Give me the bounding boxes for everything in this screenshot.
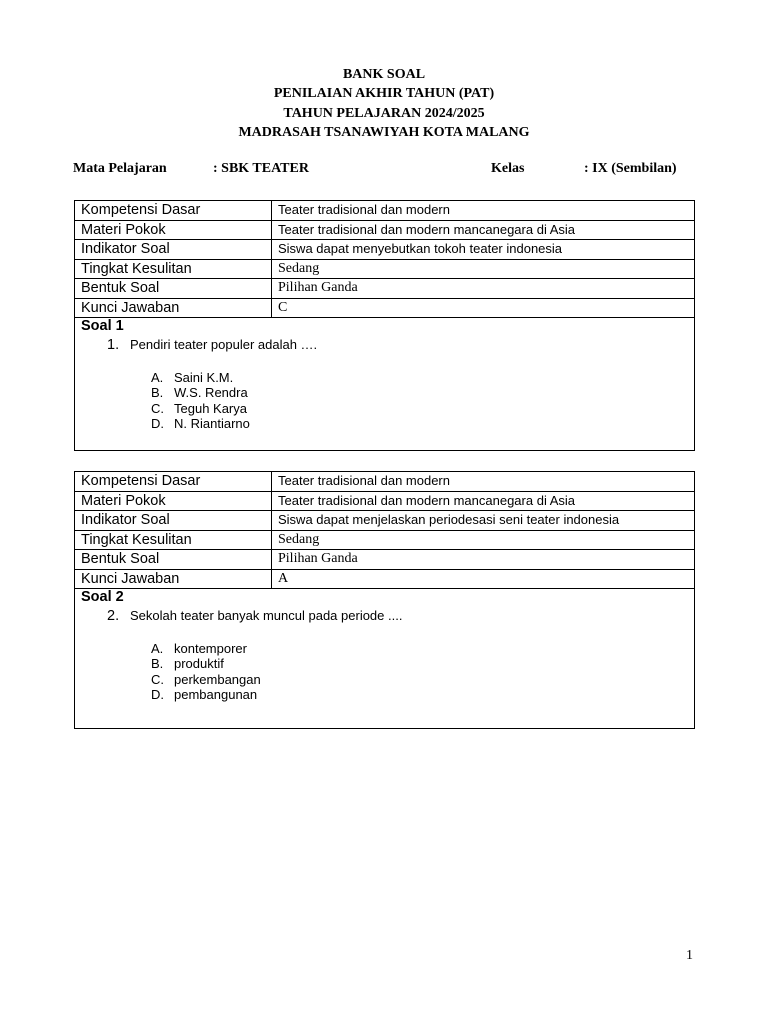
row-label: Kunci Jawaban <box>75 569 272 589</box>
row-value: Siswa dapat menjelaskan periodesasi seni teater indonesia <box>272 511 695 531</box>
list-item <box>151 385 688 400</box>
question-title: Soal 1 <box>81 318 124 334</box>
table-row <box>75 550 695 570</box>
row-label: Kompetensi Dasar <box>75 201 272 221</box>
question-number: 2. <box>107 608 120 624</box>
table-row <box>75 511 695 531</box>
header-title: BANK SOAL <box>342 67 426 82</box>
row-value: A <box>272 569 695 589</box>
row-value: Sedang <box>272 259 695 279</box>
table-row <box>75 298 695 318</box>
option-letter: A. <box>151 641 164 656</box>
list-item <box>151 401 688 416</box>
question-title: Soal 2 <box>81 589 124 605</box>
question-line <box>107 335 688 355</box>
option-text: N. Riantiarno <box>174 415 250 431</box>
list-item <box>151 641 688 656</box>
row-value: Pilihan Ganda <box>272 550 695 570</box>
answer-options <box>151 370 688 431</box>
row-value: Teater tradisional dan modern <box>272 201 695 221</box>
row-value: Siswa dapat menyebutkan tokoh teater indonesia <box>272 240 695 260</box>
question-text: Pendiri teater populer adalah …. <box>130 337 318 352</box>
header-school-name: MADRASAH TSANAWIYAH KOTA MALANG <box>238 124 530 140</box>
list-item <box>151 416 688 431</box>
question-cell <box>75 318 695 451</box>
option-letter: B. <box>151 656 164 672</box>
list-item <box>151 370 688 385</box>
row-value: Pilihan Ganda <box>272 279 695 299</box>
document-header <box>0 65 768 142</box>
question-table-1 <box>74 200 695 451</box>
row-label: Tingkat Kesulitan <box>75 259 272 279</box>
table-row <box>75 491 695 511</box>
row-label: Materi Pokok <box>75 491 272 511</box>
row-label: Materi Pokok <box>75 220 272 240</box>
option-text: perkembangan <box>174 671 261 687</box>
table-row <box>75 530 695 550</box>
table-row <box>75 201 695 221</box>
option-text: Saini K.M. <box>174 370 234 385</box>
subject-label: Mata Pelajaran <box>73 161 167 176</box>
table-row <box>75 279 695 299</box>
row-value: Teater tradisional dan modern mancanegara di Asia <box>272 491 695 511</box>
subject-value: : SBK TEATER <box>213 161 309 176</box>
table-row <box>75 240 695 260</box>
option-letter: B. <box>151 385 164 401</box>
question-row <box>75 589 695 729</box>
class-label: Kelas <box>491 161 525 176</box>
row-value: C <box>272 298 695 318</box>
question-row <box>75 318 695 451</box>
row-label: Indikator Soal <box>75 240 272 260</box>
row-value: Teater tradisional dan modern mancanegara di Asia <box>272 220 695 240</box>
row-value: Teater tradisional dan modern <box>272 472 695 492</box>
list-item <box>151 672 688 687</box>
row-label: Bentuk Soal <box>75 279 272 299</box>
list-item <box>151 656 688 671</box>
row-value: Sedang <box>272 530 695 550</box>
table-row <box>75 569 695 589</box>
question-text: Sekolah teater banyak muncul pada periode .... <box>130 608 403 623</box>
table-row <box>75 259 695 279</box>
table-row <box>75 220 695 240</box>
option-text: Teguh Karya <box>174 400 247 416</box>
question-line <box>107 606 688 626</box>
question-cell <box>75 589 695 729</box>
option-letter: A. <box>151 370 164 385</box>
row-label: Kompetensi Dasar <box>75 472 272 492</box>
option-letter: D. <box>151 415 164 431</box>
option-letter: C. <box>151 671 164 687</box>
table-row <box>75 472 695 492</box>
question-table-2 <box>74 471 695 729</box>
row-label: Indikator Soal <box>75 511 272 531</box>
option-letter: D. <box>151 686 164 702</box>
option-text: produktif <box>174 656 224 672</box>
answer-options <box>151 641 688 702</box>
option-letter: C. <box>151 400 164 416</box>
list-item <box>151 687 688 702</box>
row-label: Tingkat Kesulitan <box>75 530 272 550</box>
option-text: kontemporer <box>174 641 247 656</box>
option-text: W.S. Rendra <box>174 385 248 401</box>
option-text: pembangunan <box>174 686 258 702</box>
header-exam-name: PENILAIAN AKHIR TAHUN (PAT) <box>273 86 495 102</box>
row-label: Kunci Jawaban <box>75 298 272 318</box>
class-value: : IX (Sembilan) <box>584 161 677 176</box>
page-number: 1 <box>686 948 693 963</box>
question-number: 1. <box>107 337 120 353</box>
header-school-year: TAHUN PELAJARAN 2024/2025 <box>283 105 485 121</box>
row-label: Bentuk Soal <box>75 550 272 570</box>
